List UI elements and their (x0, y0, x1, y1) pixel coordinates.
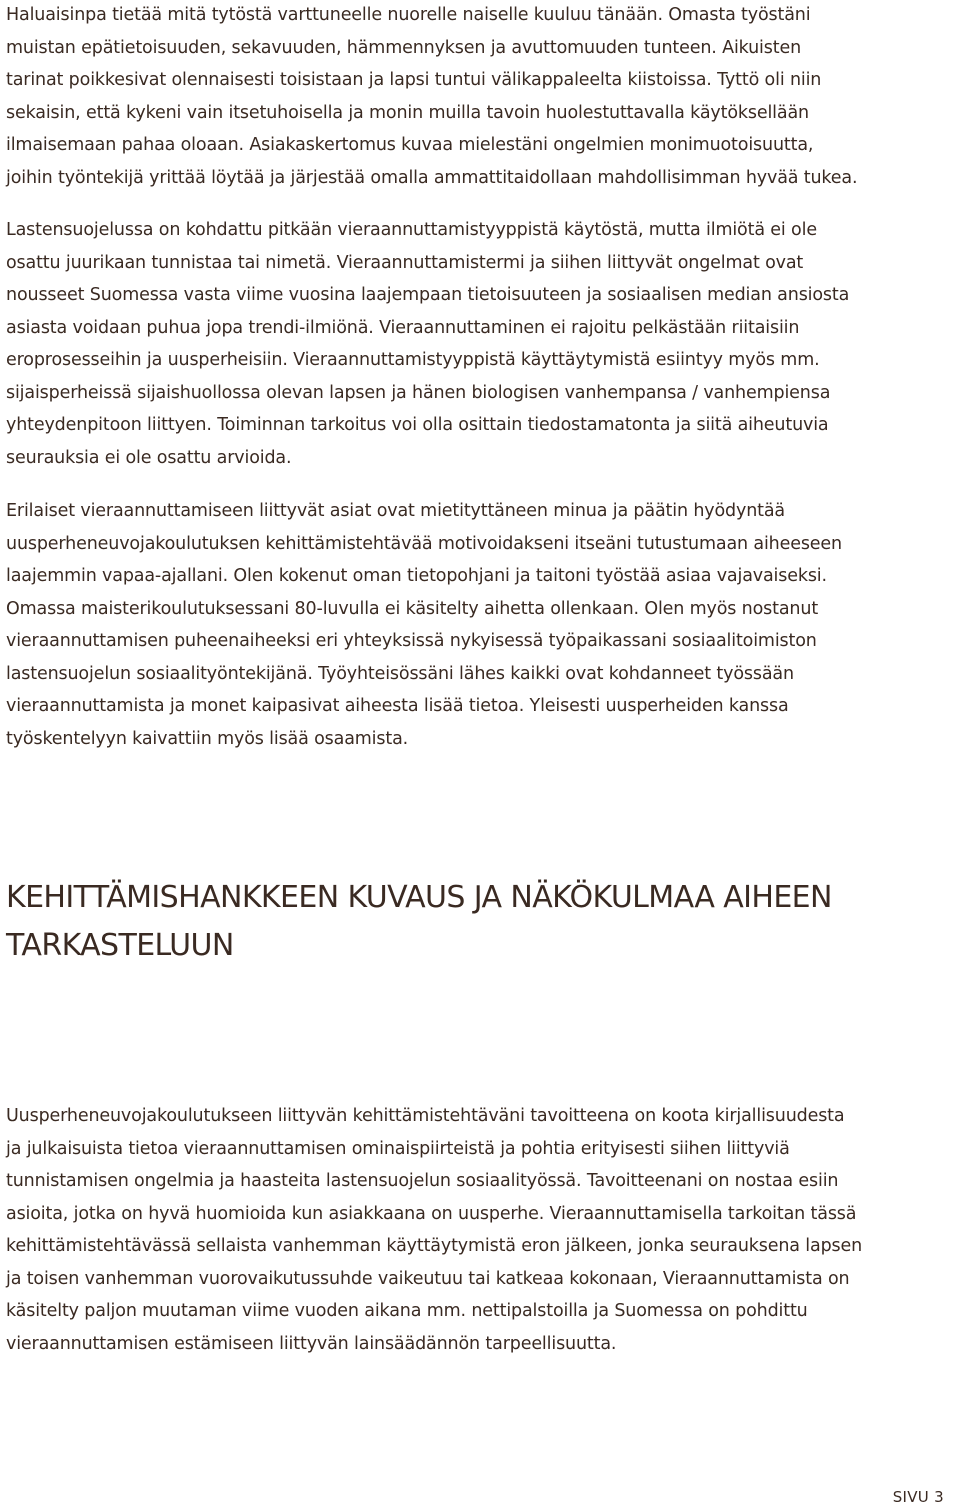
paragraph-motivation: Erilaiset vieraannuttamiseen liittyvät asiat ovat mietityttäneen minua ja päätin hyödyntää uusperheneuvojakoulutuksen kehittämistehtävää motivoidakseni itseäni tutustumaan aiheeseen laajemmin vapaa-ajallani. Olen kokenut oman tietopohjani ja taitoni työstää asiaa vajavaiseksi. Omassa maisterikoulutuksessani 80-luvulla ei käsitelty aihetta ollenkaan. Olen myös nostanut vieraannuttamisen puheenaiheeksi eri yhteyksissä nykyisessä työpaikassani sosiaalitoimiston lastensuojelun sosiaalityöntekijänä. Työyhteisössäni lähes kaikki ovat kohdanneet työssään vieraannuttamista ja monet kaipasivat aiheesta lisää tietoa. Yleisesti uusperheiden kanssa työskentelyyn kaivattiin myös lisää osaamista. (6, 501, 842, 749)
section-heading: KEHITTÄMISHANKKEEN KUVAUS JA NÄKÖKULMAA AIHEEN TARKASTELUUN (6, 880, 832, 963)
paragraph-project-goal: Uusperheneuvojakoulutukseen liittyvän kehittämistehtäväni tavoitteena on koota kirjallisuudesta ja julkaisuista tietoa vieraannuttamisen ominaispiirteistä ja pohtia erityisesti siihen liittyviä tunnistamisen ongelmia ja haasteita lastensuojelun sosiaalityössä. Tavoitteenani on nostaa esiin asioita, jotka on hyvä huomioida kun asiakkaana on uusperhe. Vieraannuttamisella tarkoitan tässä kehittämistehtävässä sellaista vanhemman käyttäytymistä eron jälkeen, jonka seurauksena lapsen ja toisen vanhemman vuorovaikutussuhde vaikeutuu tai katkeaa kokonaan, Vieraannuttamista on käsitelty paljon muutaman viime vuoden aikana mm. nettipalstoilla ja Suomessa on pohdittu vieraannuttamisen estämiseen liittyvän lainsäädännön tarpeellisuutta. (6, 1106, 863, 1354)
page-number: SIVU 3 (892, 1488, 944, 1506)
paragraph-client-story: Haluaisinpa tietää mitä tytöstä varttuneelle nuorelle naiselle kuuluu tänään. Omasta työstäni muistan epätietoisuuden, sekavuuden, hämmennyksen ja avuttomuuden tunteen. Aikuisten tarinat poikkesivat olennaisesti toisistaan ja lapsi tuntui välikappaleelta kiistoissa. Tyttö oli niin sekaisin, että kykeni vain itsetuhoisella ja monin muilla tavoin huolestuttavalla käytöksellään ilmaisemaan pahaa oloaan. Asiakaskertomus kuvaa mielestäni ongelmien monimuotoisuutta, joihin työntekijä yrittää löytää ja järjestää omalla ammattitaidollaan mahdollisimman hyvää tukea. (6, 5, 858, 188)
paragraph-child-protection: Lastensuojelussa on kohdattu pitkään vieraannuttamistyyppistä käytöstä, mutta ilmiötä ei ole osattu juurikaan tunnistaa tai nimetä. Vieraannuttamistermi ja siihen liittyvät ongelmat ovat nousseet Suomessa vasta viime vuosina laajempaan tietoisuuteen ja sosiaalisen median ansiosta asiasta voidaan puhua jopa trendi-ilmiönä. Vieraannuttaminen ei rajoitu pelkästään riitaisiin eroprosesseihin ja uusperheisiin. Vieraannuttamistyyppistä käyttäytymistä esiintyy myös mm. sijaisperheissä sijaishuollossa olevan lapsen ja hänen biologisen vanhempansa / vanhempiensa yhteydenpitoon liittyen. Toiminnan tarkoitus voi olla osittain tiedostamatonta ja siitä aiheutuvia seurauksia ei ole osattu arvioida. (6, 220, 850, 468)
